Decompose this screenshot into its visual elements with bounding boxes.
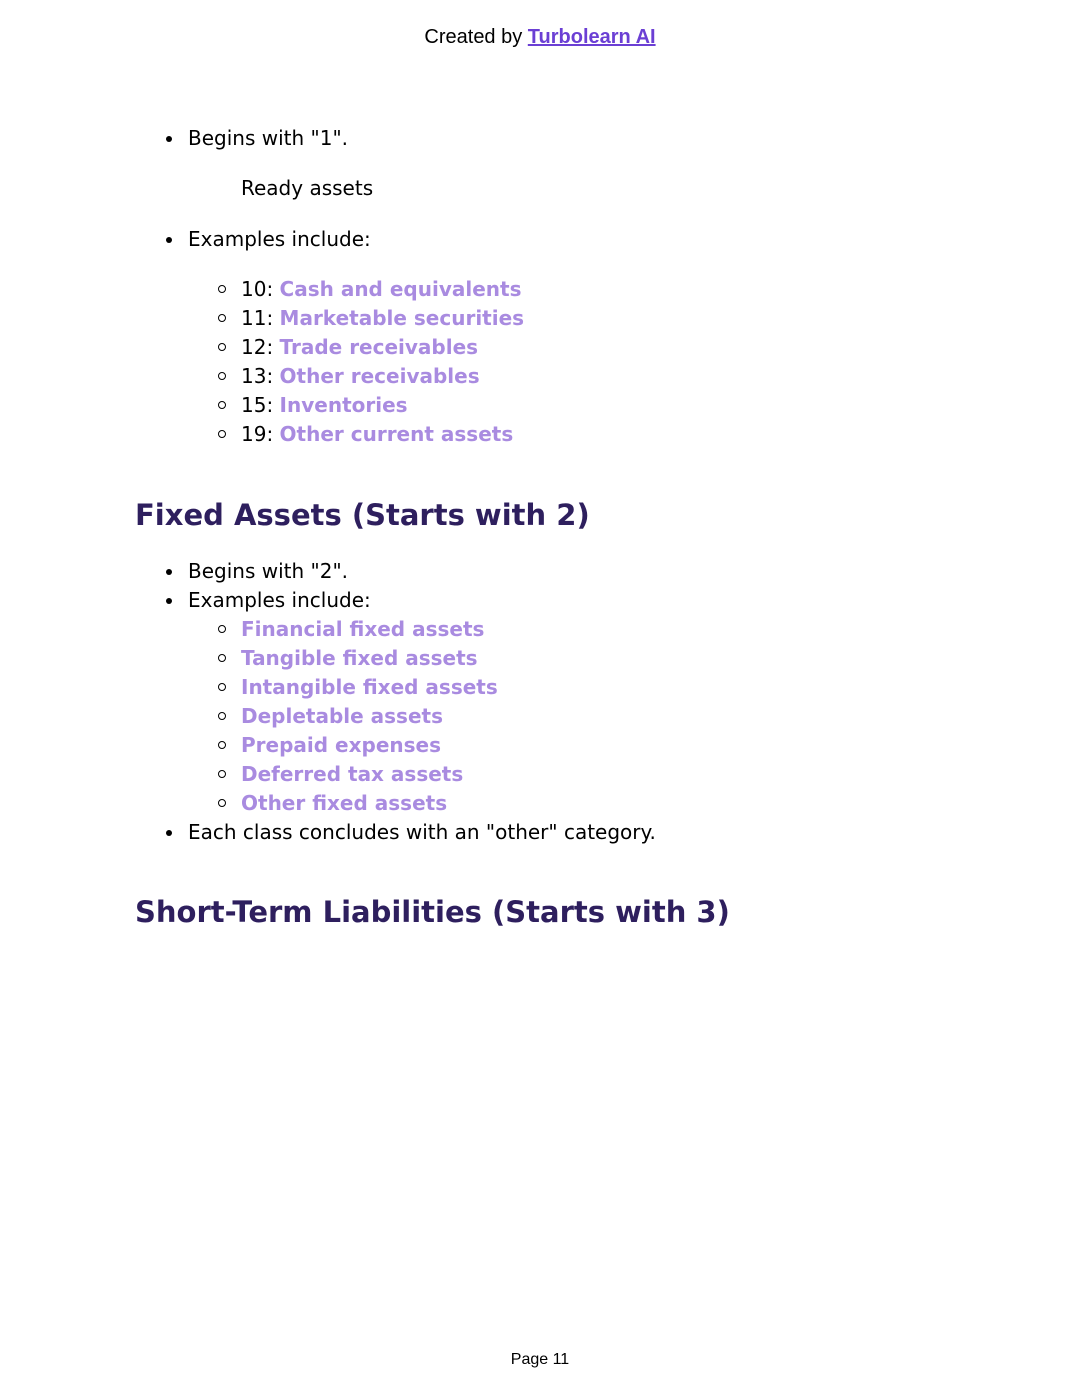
list-item: Begins with "2".: [188, 557, 348, 586]
list-item: Each class concludes with an "other" category.: [188, 818, 656, 847]
list-item: [241, 789, 447, 818]
account-link[interactable]: Financial fixed assets: [241, 617, 485, 641]
account-code: 11:: [241, 306, 280, 330]
list-item: [241, 731, 441, 760]
page-number: Page 11: [510, 1351, 570, 1368]
list-item: [241, 304, 524, 333]
account-link[interactable]: Depletable assets: [241, 704, 443, 728]
account-code: 12:: [241, 335, 280, 359]
list-item: [241, 333, 478, 362]
account-link[interactable]: Inventories: [279, 393, 408, 417]
account-link[interactable]: Cash and equivalents: [279, 277, 522, 301]
account-link[interactable]: Marketable securities: [279, 306, 525, 330]
list-item: [241, 420, 513, 449]
list-item: Examples include:: [188, 586, 371, 615]
account-code: 10:: [241, 277, 280, 301]
account-code: 19:: [241, 422, 280, 446]
section-heading-fixed-assets: Fixed Assets (Starts with 2): [135, 498, 590, 532]
ready-assets-text: Ready assets: [241, 176, 374, 200]
account-link[interactable]: Prepaid expenses: [241, 733, 441, 757]
account-code: 13:: [241, 364, 280, 388]
section-heading-short-term-liabilities: Short-Term Liabilities (Starts with 3): [135, 895, 730, 929]
list-item: [241, 644, 478, 673]
account-link[interactable]: Other receivables: [279, 364, 480, 388]
list-item: Begins with "1".: [188, 124, 348, 153]
account-code: 15:: [241, 393, 280, 417]
list-item: [241, 673, 498, 702]
list-item: Examples include:: [188, 225, 371, 254]
list-item: [241, 615, 484, 644]
list-item: [241, 702, 443, 731]
account-link[interactable]: Other current assets: [279, 422, 514, 446]
account-link[interactable]: Tangible fixed assets: [241, 646, 478, 670]
list-item: [241, 275, 521, 304]
list-item: [241, 362, 480, 391]
account-link[interactable]: Intangible fixed assets: [241, 675, 498, 699]
account-link[interactable]: Trade receivables: [279, 335, 479, 359]
list-item: [241, 391, 408, 420]
account-link[interactable]: Deferred tax assets: [241, 762, 464, 786]
turbolearn-link[interactable]: Turbolearn AI: [527, 26, 656, 48]
list-item: [241, 760, 463, 789]
account-link[interactable]: Other fixed assets: [241, 791, 448, 815]
page-header: [0, 26, 1080, 49]
header-prefix: Created by: [424, 26, 528, 48]
